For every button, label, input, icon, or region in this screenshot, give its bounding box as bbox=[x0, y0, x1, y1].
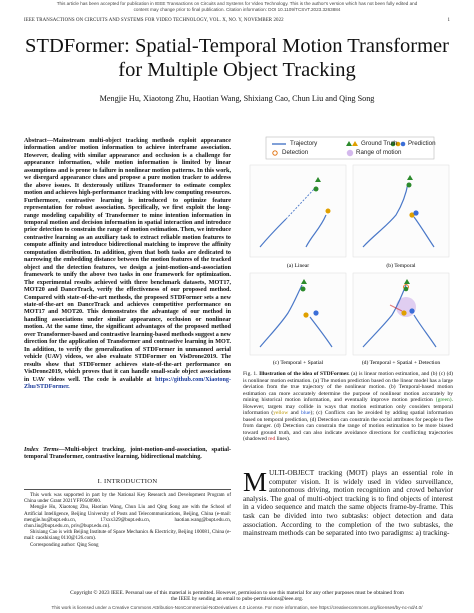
footnote-funding: This work was supported in part by the National Key Research and Development Program of China under Grant 2021YFF0500900. bbox=[24, 492, 231, 505]
drop-cap: M bbox=[243, 467, 268, 497]
caption-yellow: yellow bbox=[273, 410, 289, 417]
figure-1-graphic bbox=[246, 135, 453, 367]
intro-text: tracking (MOT) plays an essential role in computer vision. It is widely used in video surveillance, autonomous driving, motion recognition and crowd behavior analysis. The goal of multi-object tracking is to find objects of interest in a video sequence and match the same objects frame-by-frame. This task can be divided into two subtasks: object detection and data association. According to the completion of the two subtasks, the mainstream methods can be separated into two paradigms: a) tracking- bbox=[243, 468, 453, 538]
panel-b-prediction-blue bbox=[413, 210, 418, 215]
abstract-text: —Mainstream multi-object tracking methods exploit appearance information and/or motion information to achieve interframe association. However, dealing with similar appearance and occlusion is a challenge for appearance information, while motion information is limited by linear assumptions and is prone to failure in nonlinear motion patterns. In this work, we disregard appearance clues and propose a pure motion tracker to address the above issues. It dexterously utilizes Transformer to estimate complex motion and achieves high-performance tracking with low computing resources. Furthermore, contrastive learning is introduced to optimize feature representation for robust association. Specifically, we first exploit the long-range modeling capability of Transformer to mine intention information in temporal motion and decision information in spatial interaction and introduce prior detection to constrain the range of motion estimation. Then, we introduce contrastive learning as an auxiliary task to extract reliable motion features to compute affinity and introduce bidirectional matching to improve the affinity computation distribution. In addition, given that both tasks are dedicated to narrowing the embedding distance between the motion features of the tracked object and the detection features, we design a joint-motion-and-association framework to unify the above two tasks in one framework for optimization. The experimental results achieved with three benchmark datasets, MOT17, MOT20 and DanceTrack, verify the effectiveness of our proposed method. Compared with state-of-the-art methods, the proposed STDFormer sets a new state-of-the-art on DanceTrack and achieves competitive performance on MOT17 and MOT20. This demonstrates the advantage of our method in handling associations under similar appearance, occlusion or nonlinear motion. At the same time, the significant advantages of the proposed method over Transformer-based and contrastive learning-based methods suggest a new direction for the application of Transformer and contrastive learning in MOT. In addition, to verify the generalization of STDFormer in unmanned aerial vehicle (UAV) videos, we also evaluate STDFormer on VisDrone2019. The results show that STDFormer achieves state-of-the-art performance on VisDrone2019, which proves that it can handle small-scale object associations in UAV videos well. The code is available at bbox=[24, 138, 232, 383]
panel-c-prediction-yellow bbox=[303, 312, 308, 317]
panel-a-prediction-2 bbox=[326, 209, 331, 214]
subcaption-a: (a) Linear bbox=[286, 263, 310, 269]
copyright-notice bbox=[20, 590, 454, 603]
figure-1 bbox=[246, 135, 453, 367]
caption-red: red bbox=[268, 436, 276, 443]
caption-title: Illustration of the idea of STDFormer. bbox=[259, 371, 350, 377]
subcaption-b: (b) Temporal bbox=[386, 263, 416, 269]
introduction-paragraph bbox=[243, 469, 453, 538]
index-terms-label: Index Terms bbox=[24, 447, 59, 453]
abstract-label: Abstract bbox=[24, 138, 47, 144]
legend-ground-truth-label: Ground Truth bbox=[361, 140, 398, 147]
copyright-line-2: the IEEE by sending an email to pubs-permissions@ieee.org. bbox=[170, 596, 304, 603]
author-list: Mengjie Hu, Xiaotong Zhu, Haotian Wang, Shixiang Cao, Chun Liu and Qing Song bbox=[99, 94, 375, 103]
caption-green: (green) bbox=[435, 397, 452, 404]
range-legend-icon bbox=[347, 150, 353, 156]
footnote-corresponding: Corresponding author: Qing Song bbox=[30, 541, 99, 548]
index-terms bbox=[24, 447, 231, 462]
title-line-1: STDFormer: Spatial-Temporal Motion Transformer bbox=[25, 35, 449, 57]
publication-banner-line2: content may change prior to final publication. Citation information: DOI 10.1109/TCSVT.2023.3263884 bbox=[133, 6, 341, 12]
legend-trajectory-label: Trajectory bbox=[290, 140, 318, 147]
figure-caption bbox=[243, 371, 453, 443]
legend-detection-label: Detection bbox=[282, 149, 309, 156]
caption-blue: blue bbox=[301, 410, 311, 417]
caption-text-4: lines). bbox=[275, 436, 291, 443]
caption-text: (a) is linear motion estimation, and (b) (c) (d) is nonlinear motion estimation. (a) The motion prediction based on the linear model has a large deviation from the true trajectory of the nonlinear motion. (b) Temporal-based motion estimation can more accurately determine the purpose of nonlinear motion accurately by mining historical motion information, and eventually improve motion prediction bbox=[243, 371, 454, 404]
code-link[interactable]: https://github.com/Xiaotong-Zhu/STDFormer. bbox=[24, 376, 231, 390]
page-number: 1 bbox=[447, 18, 450, 23]
caption-label: Fig. 1. bbox=[243, 371, 258, 377]
panel-c-prediction-blue bbox=[313, 310, 318, 315]
footnote-rule bbox=[24, 489, 231, 490]
panel-d-prediction-blue bbox=[409, 308, 414, 313]
title-line-2: for Multiple Object Tracking bbox=[118, 59, 356, 81]
legend-prediction-label: Prediction bbox=[408, 140, 436, 147]
running-head: IEEE TRANSACTIONS ON CIRCUITS AND SYSTEMS FOR VIDEO TECHNOLOGY, VOL. X, NO. Y, NOVEMBER 2022 bbox=[24, 18, 284, 23]
panel-a-prediction bbox=[314, 187, 319, 192]
copyright-line-1: Copyright © 2023 IEEE. Personal use of this material is permitted. However, permission to use this material for any other purposes must be obtained from bbox=[70, 590, 404, 596]
index-terms-text: —Multi-object tracking, joint-motion-and-association, spatial-temporal Transformer, contrastive learning, bidirectional matching. bbox=[24, 447, 231, 461]
caption-and: and bbox=[288, 410, 302, 417]
subcaption-d: (d) Temporal + Spatial + Detection bbox=[361, 360, 441, 366]
caption-text-2: . However, targets may collide in ways that motion estimation only considers temporal information ( bbox=[243, 397, 453, 417]
caption-text-3: ); (c) Conflicts can be avoided by adding spatial information based on temporal prediction, (d) Detection can constrain the social attributes for people to flee from danger. (d) Detection can constrain the range of motion estimation to be more biased toward ground truth, and can also indicate avoidance directions for conflicting trajectories (shadowed bbox=[243, 410, 453, 443]
publication-banner-line1: This article has been accepted for publication in IEEE Transactions on Circuits and Systems for Video Technology. This is the author's version which has not been fully edited and bbox=[56, 1, 418, 6]
subcaption-c: (c) Temporal + Spatial bbox=[272, 360, 324, 366]
intro-first-word: ULTI-OBJECT bbox=[269, 468, 315, 477]
panel-c-prediction bbox=[301, 287, 306, 292]
footnote-affiliation-1: Mengjie Hu, Xiaotong Zhu, Haotian Wang, Chun Liu and Qing Song are with the School of Artificial Intelligence, Beijing University of Posts and Telecommunications, Beijing, China (e-mail: mengjie.hu@bupt.edu.cn, 17xxx329@bupt.edu.cn, haotian.wang@bupt.edu.cn, chun.liu@bupt.edu.cn, priv@bupt.edu.cn). bbox=[24, 504, 231, 530]
footnote-affiliation-2: Shixiang Cao is with Beijing Institute of Space Mechanics & Electricity, Beijing 100081, China (e-mail: caoshixiang 0110@126.com). bbox=[24, 529, 231, 542]
legend-range-label: Range of motion bbox=[356, 149, 402, 156]
panel-a bbox=[250, 165, 346, 257]
panel-b-prediction bbox=[407, 183, 412, 188]
panel-d-prediction bbox=[404, 287, 409, 292]
paper-title bbox=[20, 34, 454, 82]
panel-d-prediction-yellow bbox=[401, 310, 406, 315]
section-heading-introduction: I. INTRODUCTION bbox=[97, 478, 158, 485]
footnotes bbox=[24, 492, 231, 548]
license-banner: This work is licensed under a Creative Commons Attribution-NonCommercial-NoDerivatives 4.0 License. For more information, see https://creativecommons.org/licenses/by-nc-nd/4.0/ bbox=[51, 605, 423, 610]
prediction-legend-icon-3 bbox=[401, 142, 406, 147]
abstract bbox=[24, 138, 231, 391]
